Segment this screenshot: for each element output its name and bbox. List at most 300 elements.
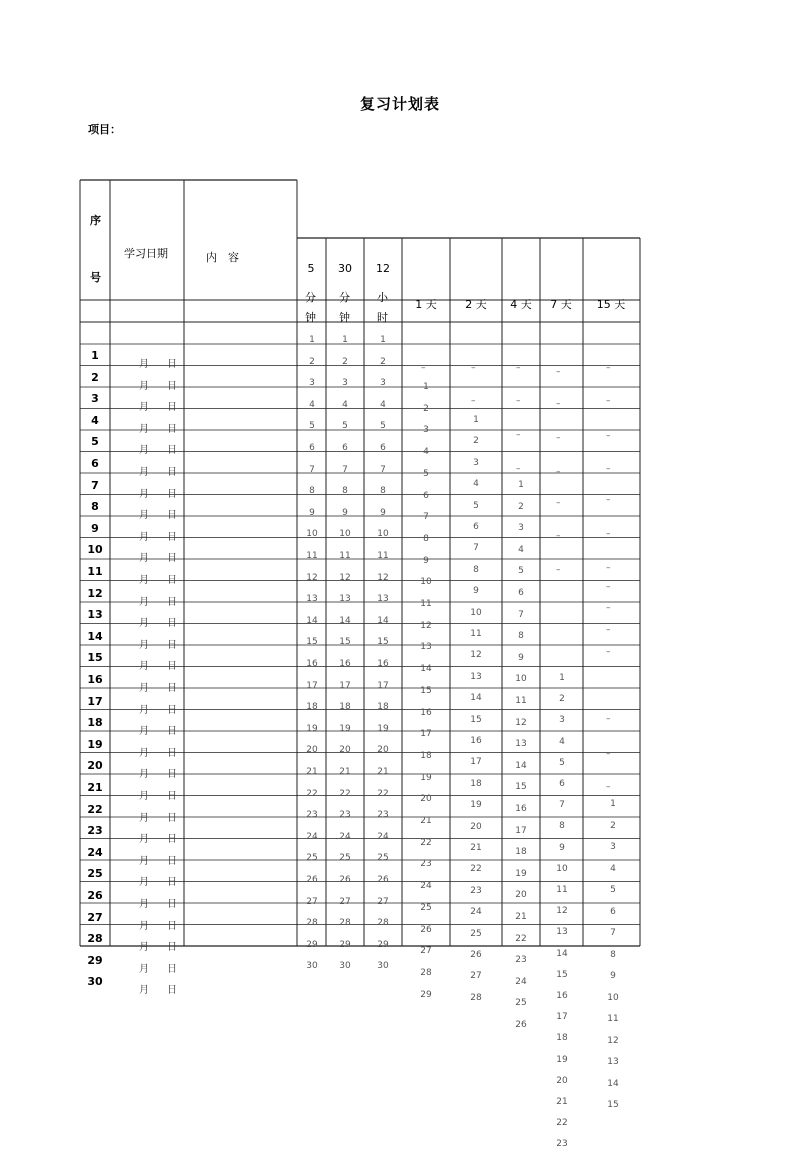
- review-2day-number: 2: [473, 436, 479, 447]
- review-1day-number: 22: [420, 837, 432, 848]
- review-30min-number: 1: [342, 335, 348, 345]
- review-12h-number: 7: [380, 464, 386, 475]
- review-1day-number: 18: [420, 750, 432, 761]
- date-month-placeholder: 月: [139, 963, 149, 975]
- review-1day-number: 10: [420, 577, 432, 588]
- date-month-placeholder: 月: [139, 467, 149, 478]
- review-30min-number: 8: [342, 486, 348, 497]
- review-4day-number: 20: [515, 890, 527, 901]
- review-7day-number: 9: [559, 842, 565, 853]
- review-30min-number: 22: [339, 788, 351, 799]
- review-5min-number: 16: [306, 659, 318, 669]
- empty-cell-dash: –: [606, 563, 611, 573]
- review-2day-number: 19: [470, 800, 482, 811]
- date-month-placeholder: 月: [139, 553, 149, 565]
- interval-header-top: 12: [376, 262, 390, 275]
- review-15day-number: 2: [610, 820, 616, 831]
- row-index: 27: [87, 910, 103, 924]
- date-day-placeholder: 日: [167, 726, 177, 738]
- row-index: 4: [91, 413, 99, 427]
- review-5min-number: 27: [306, 896, 318, 907]
- empty-cell-dash: –: [606, 363, 611, 373]
- review-5min-number: 29: [306, 939, 318, 950]
- empty-cell-dash: –: [556, 531, 561, 541]
- review-1day-number: 25: [420, 902, 432, 913]
- review-7day-number: 19: [556, 1054, 568, 1065]
- review-4day-number: 19: [515, 868, 527, 879]
- header-content-label: 内 容: [206, 251, 239, 264]
- review-5min-number: 26: [306, 875, 318, 885]
- review-1day-number: 21: [420, 816, 432, 826]
- row-index: 26: [87, 889, 103, 902]
- review-12h-number: 22: [377, 788, 389, 799]
- review-2day-number: 23: [470, 885, 482, 896]
- date-month-placeholder: 月: [139, 877, 149, 889]
- review-4day-number: 16: [515, 804, 527, 814]
- date-month-placeholder: 月: [139, 596, 149, 608]
- empty-cell-dash: –: [606, 714, 611, 724]
- empty-cell-dash: –: [556, 565, 561, 575]
- date-month-placeholder: 月: [139, 834, 149, 846]
- interval-header-days: 2 天: [465, 298, 487, 311]
- row-index: 23: [87, 824, 103, 838]
- review-12h-number: 27: [377, 896, 389, 907]
- review-4day-number: 2: [518, 501, 524, 512]
- review-4day-number: 5: [518, 566, 524, 577]
- header-date-label: 学习日期: [124, 247, 168, 260]
- review-7day-number: 13: [556, 927, 568, 938]
- row-index: 2: [91, 370, 99, 384]
- date-day-placeholder: 日: [167, 812, 177, 824]
- review-5min-number: 28: [306, 918, 318, 929]
- review-15day-number: 14: [607, 1078, 619, 1089]
- review-1day-number: 19: [420, 772, 432, 783]
- review-30min-number: 2: [342, 356, 348, 367]
- empty-cell-dash: –: [606, 495, 611, 505]
- empty-cell-dash: –: [421, 363, 426, 373]
- review-1day-number: 4: [423, 447, 429, 458]
- review-2day-number: 22: [470, 864, 482, 875]
- review-1day-number: 17: [420, 729, 432, 740]
- date-month-placeholder: 月: [139, 985, 149, 997]
- review-5min-number: 5: [309, 421, 315, 432]
- interval-header-days: 15 天: [596, 298, 626, 311]
- review-12h-number: 24: [377, 831, 389, 842]
- review-4day-number: 9: [518, 652, 524, 663]
- review-5min-number: 15: [306, 637, 318, 648]
- review-4day-number: 14: [515, 760, 527, 771]
- row-index: 1: [91, 349, 99, 362]
- review-5min-number: 22: [306, 788, 318, 799]
- row-index: 12: [87, 586, 103, 600]
- review-12h-number: 8: [380, 486, 386, 497]
- row-index: 13: [87, 608, 103, 622]
- review-1day-number: 16: [420, 707, 432, 718]
- empty-cell-dash: –: [556, 467, 561, 477]
- review-1day-number: 1: [423, 382, 429, 392]
- review-12h-number: 12: [377, 572, 389, 583]
- review-7day-number: 20: [556, 1075, 568, 1086]
- review-30min-number: 21: [339, 767, 351, 777]
- review-30min-number: 23: [339, 810, 351, 821]
- review-4day-number: 18: [515, 847, 527, 858]
- review-4day-number: 21: [515, 912, 527, 922]
- review-7day-number: 6: [559, 779, 565, 789]
- date-day-placeholder: 日: [167, 747, 177, 759]
- row-index: 28: [87, 932, 103, 946]
- date-month-placeholder: 月: [139, 899, 149, 910]
- review-12h-number: 20: [377, 745, 389, 756]
- review-4day-number: 8: [518, 631, 524, 642]
- row-index: 11: [87, 565, 103, 578]
- row-index: 16: [87, 673, 103, 686]
- review-5min-number: 2: [309, 356, 315, 367]
- review-15day-number: 4: [610, 863, 616, 874]
- review-30min-number: 24: [339, 831, 351, 842]
- review-5min-number: 18: [306, 702, 318, 713]
- review-12h-number: 21: [377, 767, 389, 777]
- review-5min-number: 14: [306, 615, 318, 626]
- review-12h-number: 19: [377, 723, 389, 734]
- empty-cell-dash: –: [606, 529, 611, 539]
- project-label: 项目：: [88, 123, 121, 136]
- empty-cell-dash: –: [606, 603, 611, 613]
- review-30min-number: 12: [339, 572, 351, 583]
- date-month-placeholder: 月: [139, 920, 149, 932]
- row-index: 20: [87, 759, 103, 773]
- review-30min-number: 26: [339, 875, 351, 885]
- row-index: 22: [87, 802, 103, 816]
- date-day-placeholder: 日: [167, 467, 177, 478]
- review-15day-number: 13: [607, 1057, 619, 1067]
- review-5min-number: 19: [306, 723, 318, 734]
- review-15day-number: 11: [607, 1014, 619, 1024]
- interval-header-unit-1: 小: [377, 291, 388, 304]
- review-4day-number: 13: [515, 739, 527, 750]
- date-day-placeholder: 日: [167, 639, 177, 651]
- date-month-placeholder: 月: [139, 747, 149, 759]
- row-index: 17: [87, 694, 103, 708]
- review-12h-number: 28: [377, 918, 389, 929]
- review-1day-number: 7: [423, 512, 429, 523]
- review-15day-number: 5: [610, 885, 616, 895]
- date-day-placeholder: 日: [167, 791, 177, 802]
- review-15day-number: 10: [607, 992, 619, 1003]
- review-30min-number: 15: [339, 637, 351, 648]
- review-2day-number: 7: [473, 543, 479, 554]
- review-2day-number: 5: [473, 500, 479, 511]
- date-month-placeholder: 月: [139, 855, 149, 867]
- empty-cell-dash: –: [471, 396, 476, 406]
- review-12h-number: 4: [380, 399, 386, 410]
- review-5min-number: 24: [306, 831, 318, 842]
- review-7day-number: 8: [559, 821, 565, 832]
- row-index: 19: [87, 737, 103, 751]
- header-index-label-1: 序: [90, 214, 101, 227]
- review-30min-number: 14: [339, 615, 351, 626]
- date-month-placeholder: 月: [139, 445, 149, 457]
- review-2day-number: 20: [470, 821, 482, 832]
- date-day-placeholder: 日: [167, 423, 177, 435]
- row-index: 25: [87, 867, 103, 881]
- interval-header-top: 30: [338, 262, 352, 275]
- review-12h-number: 1: [380, 335, 386, 345]
- date-day-placeholder: 日: [167, 575, 177, 586]
- empty-cell-dash: –: [606, 625, 611, 635]
- review-2day-number: 24: [470, 907, 482, 918]
- date-day-placeholder: 日: [167, 942, 177, 954]
- date-day-placeholder: 日: [167, 531, 177, 543]
- review-15day-number: 9: [610, 971, 616, 981]
- date-day-placeholder: 日: [167, 488, 177, 500]
- review-15day-number: 1: [610, 799, 616, 809]
- review-4day-number: 17: [515, 825, 527, 836]
- row-index: 29: [87, 953, 103, 967]
- date-month-placeholder: 月: [139, 639, 149, 651]
- review-12h-number: 16: [377, 659, 389, 669]
- interval-header-unit-1: 分: [305, 291, 316, 304]
- date-month-placeholder: 月: [139, 812, 149, 824]
- review-5min-number: 3: [309, 378, 315, 389]
- review-7day-number: 16: [556, 991, 568, 1001]
- review-12h-number: 15: [377, 637, 389, 648]
- interval-header-days: 1 天: [415, 298, 437, 311]
- review-1day-number: 5: [423, 468, 429, 479]
- review-2day-number: 25: [470, 928, 482, 939]
- review-4day-number: 3: [518, 523, 524, 534]
- row-index: 14: [87, 629, 103, 643]
- review-12h-number: 23: [377, 810, 389, 821]
- review-1day-number: 6: [423, 490, 429, 501]
- review-30min-number: 5: [342, 421, 348, 432]
- date-month-placeholder: 月: [139, 380, 149, 392]
- row-index: 3: [91, 392, 99, 406]
- date-month-placeholder: 月: [139, 510, 149, 522]
- review-4day-number: 4: [518, 544, 524, 555]
- review-1day-number: 2: [423, 403, 429, 414]
- review-12h-number: 17: [377, 680, 389, 691]
- empty-cell-dash: –: [606, 647, 611, 657]
- review-1day-number: 8: [423, 533, 429, 544]
- review-5min-number: 17: [306, 680, 318, 691]
- empty-cell-dash: –: [606, 396, 611, 406]
- empty-cell-dash: –: [606, 782, 611, 792]
- review-30min-number: 25: [339, 853, 351, 864]
- date-month-placeholder: 月: [139, 618, 149, 630]
- empty-cell-dash: –: [556, 498, 561, 508]
- review-5min-number: 25: [306, 853, 318, 864]
- date-day-placeholder: 日: [167, 618, 177, 630]
- date-month-placeholder: 月: [139, 791, 149, 802]
- empty-cell-dash: –: [516, 363, 521, 373]
- date-month-placeholder: 月: [139, 942, 149, 954]
- date-day-placeholder: 日: [167, 661, 177, 673]
- review-2day-number: 12: [470, 650, 482, 661]
- review-5min-number: 8: [309, 486, 315, 497]
- row-index: 7: [91, 478, 99, 492]
- review-2day-number: 18: [470, 778, 482, 789]
- review-30min-number: 27: [339, 896, 351, 907]
- review-2day-number: 17: [470, 757, 482, 768]
- review-1day-number: 3: [423, 425, 429, 436]
- review-15day-number: 6: [610, 906, 616, 917]
- review-4day-number: 24: [515, 976, 527, 987]
- empty-cell-dash: –: [606, 749, 611, 759]
- review-12h-number: 9: [380, 507, 386, 518]
- review-30min-number: 29: [339, 939, 351, 950]
- review-5min-number: 23: [306, 810, 318, 821]
- review-30min-number: 7: [342, 464, 348, 475]
- review-5min-number: 4: [309, 399, 315, 410]
- review-7day-number: 22: [556, 1118, 568, 1129]
- date-day-placeholder: 日: [167, 769, 177, 781]
- date-month-placeholder: 月: [139, 661, 149, 673]
- interval-header-unit-2: 时: [377, 311, 388, 324]
- review-2day-number: 28: [470, 992, 482, 1003]
- row-index: 10: [87, 543, 103, 557]
- review-4day-number: 12: [515, 717, 527, 728]
- interval-header-top: 5: [307, 262, 315, 275]
- review-7day-number: 10: [556, 863, 568, 874]
- review-2day-number: 15: [470, 714, 482, 725]
- empty-cell-dash: –: [556, 433, 561, 443]
- date-day-placeholder: 日: [167, 920, 177, 932]
- review-30min-number: 3: [342, 378, 348, 389]
- review-30min-number: 20: [339, 745, 351, 756]
- date-day-placeholder: 日: [167, 380, 177, 392]
- review-7day-number: 7: [559, 800, 565, 811]
- review-1day-number: 23: [420, 859, 432, 870]
- review-2day-number: 16: [470, 736, 482, 746]
- review-2day-number: 6: [473, 522, 479, 532]
- date-day-placeholder: 日: [167, 683, 177, 694]
- review-1day-number: 27: [420, 946, 432, 957]
- review-12h-number: 10: [377, 529, 389, 540]
- date-month-placeholder: 月: [139, 402, 149, 414]
- review-4day-number: 11: [515, 696, 527, 706]
- date-month-placeholder: 月: [139, 704, 149, 716]
- review-7day-number: 14: [556, 948, 568, 959]
- date-day-placeholder: 日: [167, 596, 177, 608]
- review-4day-number: 1: [518, 480, 524, 490]
- review-2day-number: 14: [470, 693, 482, 704]
- review-12h-number: 5: [380, 421, 386, 432]
- row-index: 5: [91, 435, 99, 449]
- row-index: 6: [91, 457, 99, 470]
- review-5min-number: 21: [306, 767, 318, 777]
- review-12h-number: 25: [377, 853, 389, 864]
- empty-cell-dash: –: [556, 399, 561, 409]
- review-12h-number: 13: [377, 594, 389, 605]
- date-day-placeholder: 日: [167, 359, 177, 370]
- date-month-placeholder: 月: [139, 359, 149, 370]
- review-2day-number: 26: [470, 950, 482, 960]
- review-7day-number: 11: [556, 885, 568, 895]
- review-7day-number: 3: [559, 715, 565, 726]
- empty-cell-dash: –: [606, 582, 611, 592]
- review-7day-number: 5: [559, 757, 565, 768]
- review-4day-number: 23: [515, 955, 527, 966]
- review-2day-number: 10: [470, 607, 482, 618]
- date-month-placeholder: 月: [139, 726, 149, 738]
- header-index-label-2: 号: [90, 271, 101, 284]
- review-4day-number: 15: [515, 782, 527, 793]
- review-5min-number: 7: [309, 464, 315, 475]
- date-month-placeholder: 月: [139, 488, 149, 500]
- interval-header-days: 7 天: [550, 298, 572, 311]
- review-1day-number: 28: [420, 967, 432, 978]
- review-15day-number: 12: [607, 1035, 619, 1046]
- review-2day-number: 8: [473, 564, 479, 575]
- empty-cell-dash: –: [556, 367, 561, 377]
- interval-header-unit-2: 钟: [339, 311, 350, 324]
- review-1day-number: 29: [420, 989, 432, 1000]
- review-5min-number: 1: [309, 335, 315, 345]
- date-month-placeholder: 月: [139, 683, 149, 694]
- review-15day-number: 8: [610, 949, 616, 960]
- review-12h-number: 3: [380, 378, 386, 389]
- review-7day-number: 23: [556, 1139, 568, 1149]
- review-1day-number: 14: [420, 664, 432, 675]
- review-5min-number: 30: [306, 961, 318, 972]
- date-month-placeholder: 月: [139, 575, 149, 586]
- review-30min-number: 16: [339, 659, 351, 669]
- date-day-placeholder: 日: [167, 834, 177, 846]
- date-day-placeholder: 日: [167, 963, 177, 975]
- review-7day-number: 1: [559, 673, 565, 683]
- row-index: 21: [87, 781, 103, 794]
- review-5min-number: 13: [306, 594, 318, 605]
- review-30min-number: 9: [342, 507, 348, 518]
- review-2day-number: 9: [473, 586, 479, 597]
- review-12h-number: 14: [377, 615, 389, 626]
- date-day-placeholder: 日: [167, 877, 177, 889]
- review-4day-number: 6: [518, 588, 524, 598]
- review-7day-number: 4: [559, 736, 565, 747]
- empty-cell-dash: –: [516, 464, 521, 474]
- empty-cell-dash: –: [516, 396, 521, 406]
- interval-header-days: 4 天: [510, 298, 532, 311]
- review-30min-number: 17: [339, 680, 351, 691]
- row-index: 30: [87, 975, 103, 989]
- date-day-placeholder: 日: [167, 704, 177, 716]
- empty-cell-dash: –: [471, 363, 476, 373]
- review-12h-number: 18: [377, 702, 389, 713]
- review-30min-number: 30: [339, 961, 351, 972]
- review-30min-number: 13: [339, 594, 351, 605]
- review-30min-number: 6: [342, 443, 348, 453]
- review-4day-number: 10: [515, 674, 527, 685]
- review-4day-number: 7: [518, 609, 524, 620]
- review-2day-number: 3: [473, 457, 479, 468]
- review-5min-number: 11: [306, 551, 318, 561]
- review-2day-number: 1: [473, 415, 479, 425]
- review-5min-number: 9: [309, 507, 315, 518]
- review-12h-number: 2: [380, 356, 386, 367]
- date-month-placeholder: 月: [139, 423, 149, 435]
- row-index: 24: [87, 845, 103, 859]
- date-day-placeholder: 日: [167, 553, 177, 565]
- date-day-placeholder: 日: [167, 402, 177, 414]
- review-7day-number: 17: [556, 1012, 568, 1023]
- row-index: 15: [87, 651, 103, 665]
- review-12h-number: 30: [377, 961, 389, 972]
- date-day-placeholder: 日: [167, 445, 177, 457]
- review-30min-number: 11: [339, 551, 351, 561]
- review-12h-number: 6: [380, 443, 386, 453]
- empty-cell-dash: –: [606, 431, 611, 441]
- review-1day-number: 13: [420, 642, 432, 653]
